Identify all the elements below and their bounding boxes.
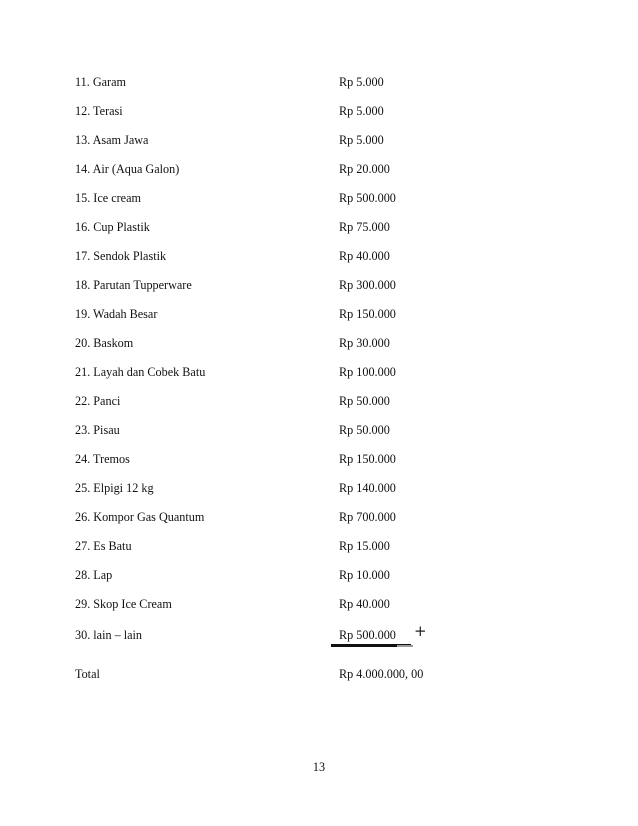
sum-underline-shadow	[397, 645, 413, 647]
item-price: Rp 75.000	[339, 220, 390, 234]
list-item	[75, 190, 495, 219]
item-price: Rp 50.000	[339, 423, 390, 437]
item-price: Rp 40.000	[339, 597, 390, 611]
item-name: 14. Air (Aqua Galon)	[75, 162, 180, 176]
item-name: 20. Baskom	[75, 336, 134, 350]
list-item	[75, 538, 495, 567]
item-price: Rp 5.000	[339, 75, 384, 89]
list-item	[75, 509, 495, 538]
item-price: Rp 5.000	[339, 133, 384, 147]
total-label: Total	[75, 667, 100, 681]
item-name: 27. Es Batu	[75, 539, 132, 553]
list-item	[75, 306, 495, 335]
item-price: Rp 50.000	[339, 394, 390, 408]
item-name: 23. Pisau	[75, 423, 120, 437]
item-price: Rp 10.000	[339, 568, 390, 582]
item-name: 12. Terasi	[75, 104, 123, 118]
item-name: 17. Sendok Plastik	[75, 249, 167, 263]
item-name: 24. Tremos	[75, 452, 130, 466]
item-name: 13. Asam Jawa	[75, 133, 149, 147]
item-price: Rp 150.000	[339, 452, 396, 466]
item-price: Rp 40.000	[339, 249, 390, 263]
item-price: Rp 20.000	[339, 162, 390, 176]
list-item	[75, 335, 495, 364]
item-name: 15. Ice cream	[75, 191, 141, 205]
list-item	[75, 74, 495, 103]
list-item	[75, 393, 495, 422]
list-item	[75, 622, 495, 659]
list-item	[75, 480, 495, 509]
item-name: 21. Layah dan Cobek Batu	[75, 365, 206, 379]
item-name: 19. Wadah Besar	[75, 307, 158, 321]
list-item	[75, 132, 495, 161]
item-price: Rp 500.000	[339, 628, 396, 642]
list-item	[75, 103, 495, 132]
list-item	[75, 596, 495, 625]
item-name: 28. Lap	[75, 568, 113, 582]
list-item	[75, 567, 495, 596]
list-item	[75, 161, 495, 190]
total-value: Rp 4.000.000, 00	[339, 667, 424, 681]
item-price: Rp 700.000	[339, 510, 396, 524]
item-price: Rp 30.000	[339, 336, 390, 350]
item-price: Rp 140.000	[339, 481, 396, 495]
list-item	[75, 364, 495, 393]
item-name: 18. Parutan Tupperware	[75, 278, 192, 292]
page-number: 13	[312, 760, 326, 774]
list-item	[75, 277, 495, 306]
item-price: Rp 5.000	[339, 104, 384, 118]
item-name: 16. Cup Plastik	[75, 220, 150, 234]
list-item	[75, 422, 495, 451]
item-name: 29. Skop Ice Cream	[75, 597, 172, 611]
item-name: 26. Kompor Gas Quantum	[75, 510, 205, 524]
item-name: 25. Elpigi 12 kg	[75, 481, 154, 495]
list-item	[75, 248, 495, 277]
plus-sign: +	[414, 622, 427, 640]
list-item	[75, 451, 495, 480]
item-name: 22. Panci	[75, 394, 121, 408]
item-price: Rp 300.000	[339, 278, 396, 292]
item-price: Rp 100.000	[339, 365, 396, 379]
item-price: Rp 150.000	[339, 307, 396, 321]
item-name: 30. lain – lain	[75, 628, 143, 642]
list-item	[75, 219, 495, 248]
total-row	[75, 666, 495, 684]
item-price: Rp 500.000	[339, 191, 396, 205]
item-price: Rp 15.000	[339, 539, 390, 553]
item-name: 11. Garam	[75, 75, 126, 89]
expense-item-list	[75, 74, 495, 657]
